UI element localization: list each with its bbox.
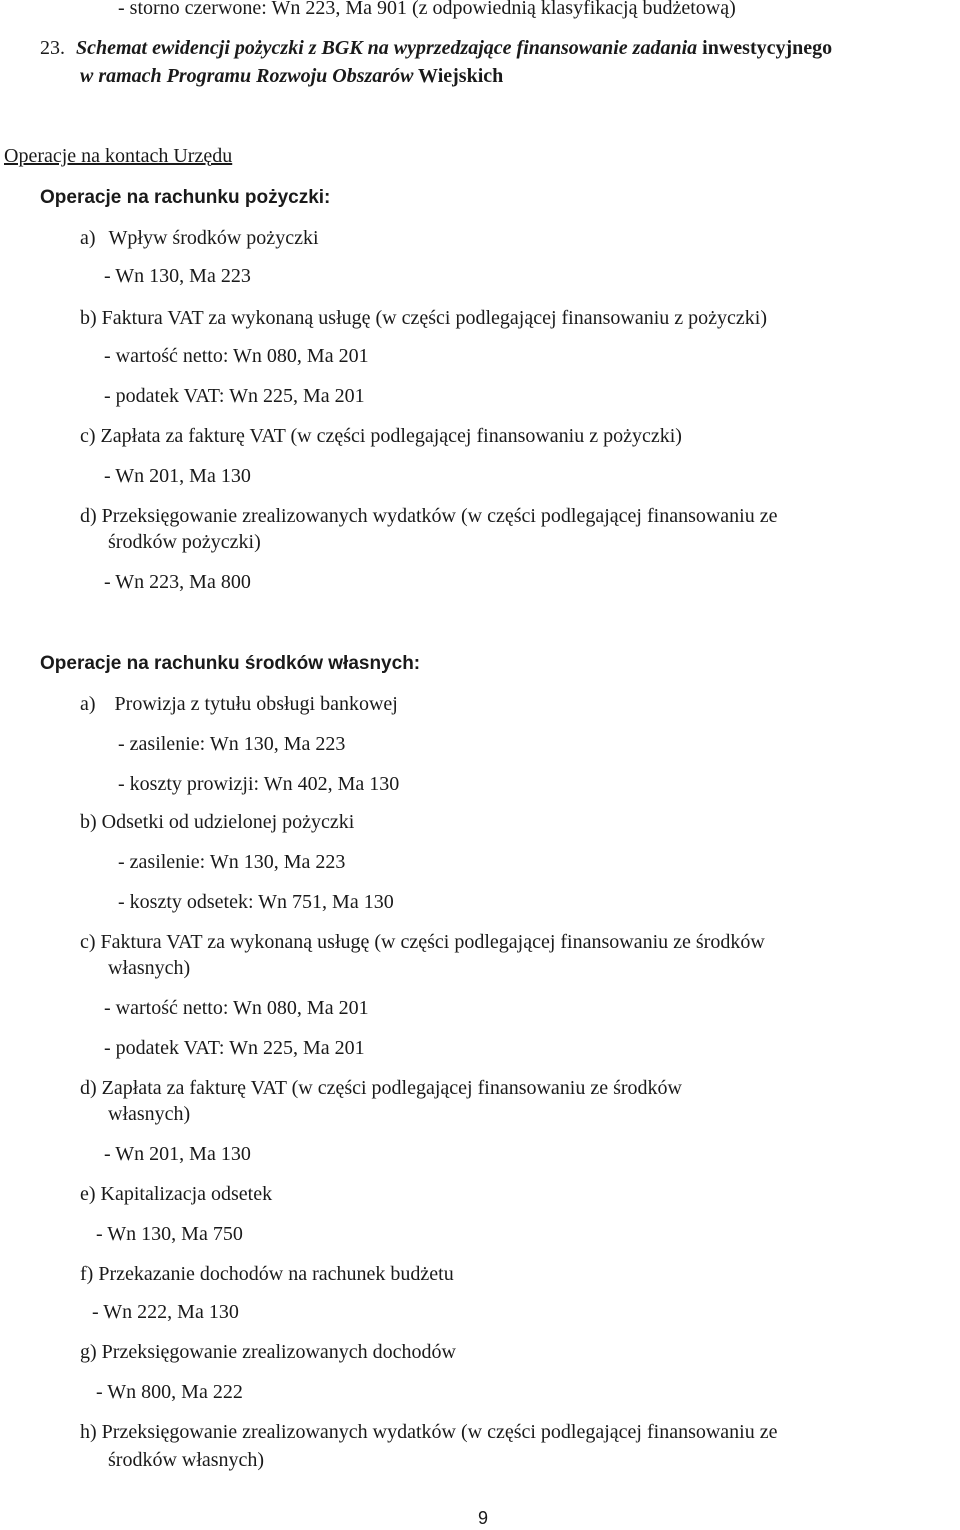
loan-item-a xyxy=(80,226,319,250)
loan-account-heading: Operacje na rachunku pożyczki: xyxy=(40,187,331,208)
own-item-a xyxy=(80,692,398,716)
own-item-d-line-2: własnych) xyxy=(108,1103,191,1125)
loan-item-d-line-1: d) Przeksięgowanie zrealizowanych wydatków (w części podlegającej finansowaniu ze xyxy=(80,505,778,527)
own-item-a-text: Prowizja z tytułu obsługi bankowej xyxy=(114,693,398,715)
loan-item-b-entry-net: - wartość netto: Wn 080, Ma 201 xyxy=(104,345,369,367)
subheading: Operacje na kontach Urzędu xyxy=(4,145,233,167)
section-title-line-2 xyxy=(80,64,503,88)
own-item-h-line-2: środków własnych) xyxy=(108,1449,265,1471)
own-account-heading: Operacje na rachunku środków własnych: xyxy=(40,653,421,674)
own-item-e-entry: - Wn 130, Ma 750 xyxy=(96,1223,243,1245)
loan-item-c: c) Zapłata za fakturę VAT (w części podlegającej finansowaniu z pożyczki) xyxy=(80,425,682,447)
own-item-c-line-2: własnych) xyxy=(108,957,191,979)
loan-item-a-label: a) xyxy=(80,227,96,249)
loan-item-a-entry: - Wn 130, Ma 223 xyxy=(104,265,251,287)
own-item-g-entry: - Wn 800, Ma 222 xyxy=(96,1381,243,1403)
loan-item-c-entry: - Wn 201, Ma 130 xyxy=(104,465,251,487)
loan-item-d-entry: - Wn 223, Ma 800 xyxy=(104,571,251,593)
page-number: 9 xyxy=(478,1508,489,1528)
own-item-b-entry-funding: - zasilenie: Wn 130, Ma 223 xyxy=(118,851,346,873)
storno-line: - storno czerwone: Wn 223, Ma 901 (z odpowiednią klasyfikacją budżetową) xyxy=(118,0,736,19)
section-number: 23. xyxy=(40,37,65,59)
section-title-plain: inwestycyjnego xyxy=(697,37,833,59)
loan-item-b-entry-vat: - podatek VAT: Wn 225, Ma 201 xyxy=(104,385,365,407)
own-item-a-entry-cost: - koszty prowizji: Wn 402, Ma 130 xyxy=(118,773,400,795)
own-item-c-entry-vat: - podatek VAT: Wn 225, Ma 201 xyxy=(104,1037,365,1059)
own-item-f: f) Przekazanie dochodów na rachunek budżetu xyxy=(80,1263,454,1285)
own-item-f-entry: - Wn 222, Ma 130 xyxy=(92,1301,239,1323)
own-item-h-line-1: h) Przeksięgowanie zrealizowanych wydatków (w części podlegającej finansowaniu ze xyxy=(80,1421,778,1443)
own-item-g: g) Przeksięgowanie zrealizowanych dochodów xyxy=(80,1341,456,1363)
section-title-italic-2: w ramach Programu Rozwoju Obszarów xyxy=(80,65,414,87)
own-item-d-entry: - Wn 201, Ma 130 xyxy=(104,1143,251,1165)
section-title-italic: Schemat ewidencji pożyczki z BGK na wyprzedzające finansowanie zadania xyxy=(76,37,698,59)
own-item-c-entry-net: - wartość netto: Wn 080, Ma 201 xyxy=(104,997,369,1019)
own-item-c-line-1: c) Faktura VAT za wykonaną usługę (w części podlegającej finansowaniu ze środków xyxy=(80,931,765,953)
own-item-b: b) Odsetki od udzielonej pożyczki xyxy=(80,811,355,833)
own-item-a-entry-funding: - zasilenie: Wn 130, Ma 223 xyxy=(118,733,346,755)
loan-item-b: b) Faktura VAT za wykonaną usługę (w części podlegającej finansowaniu z pożyczki) xyxy=(80,307,767,329)
section-title-plain-2: Wiejskich xyxy=(413,65,504,87)
loan-item-d-line-2: środków pożyczki) xyxy=(108,531,261,553)
own-item-b-entry-cost: - koszty odsetek: Wn 751, Ma 130 xyxy=(118,891,394,913)
loan-item-a-text: Wpływ środków pożyczki xyxy=(108,227,319,249)
section-title-line-1 xyxy=(40,36,832,60)
own-item-d-line-1: d) Zapłata za fakturę VAT (w części podlegającej finansowaniu ze środków xyxy=(80,1077,682,1099)
own-item-e: e) Kapitalizacja odsetek xyxy=(80,1183,273,1205)
own-item-a-label: a) xyxy=(80,693,96,715)
